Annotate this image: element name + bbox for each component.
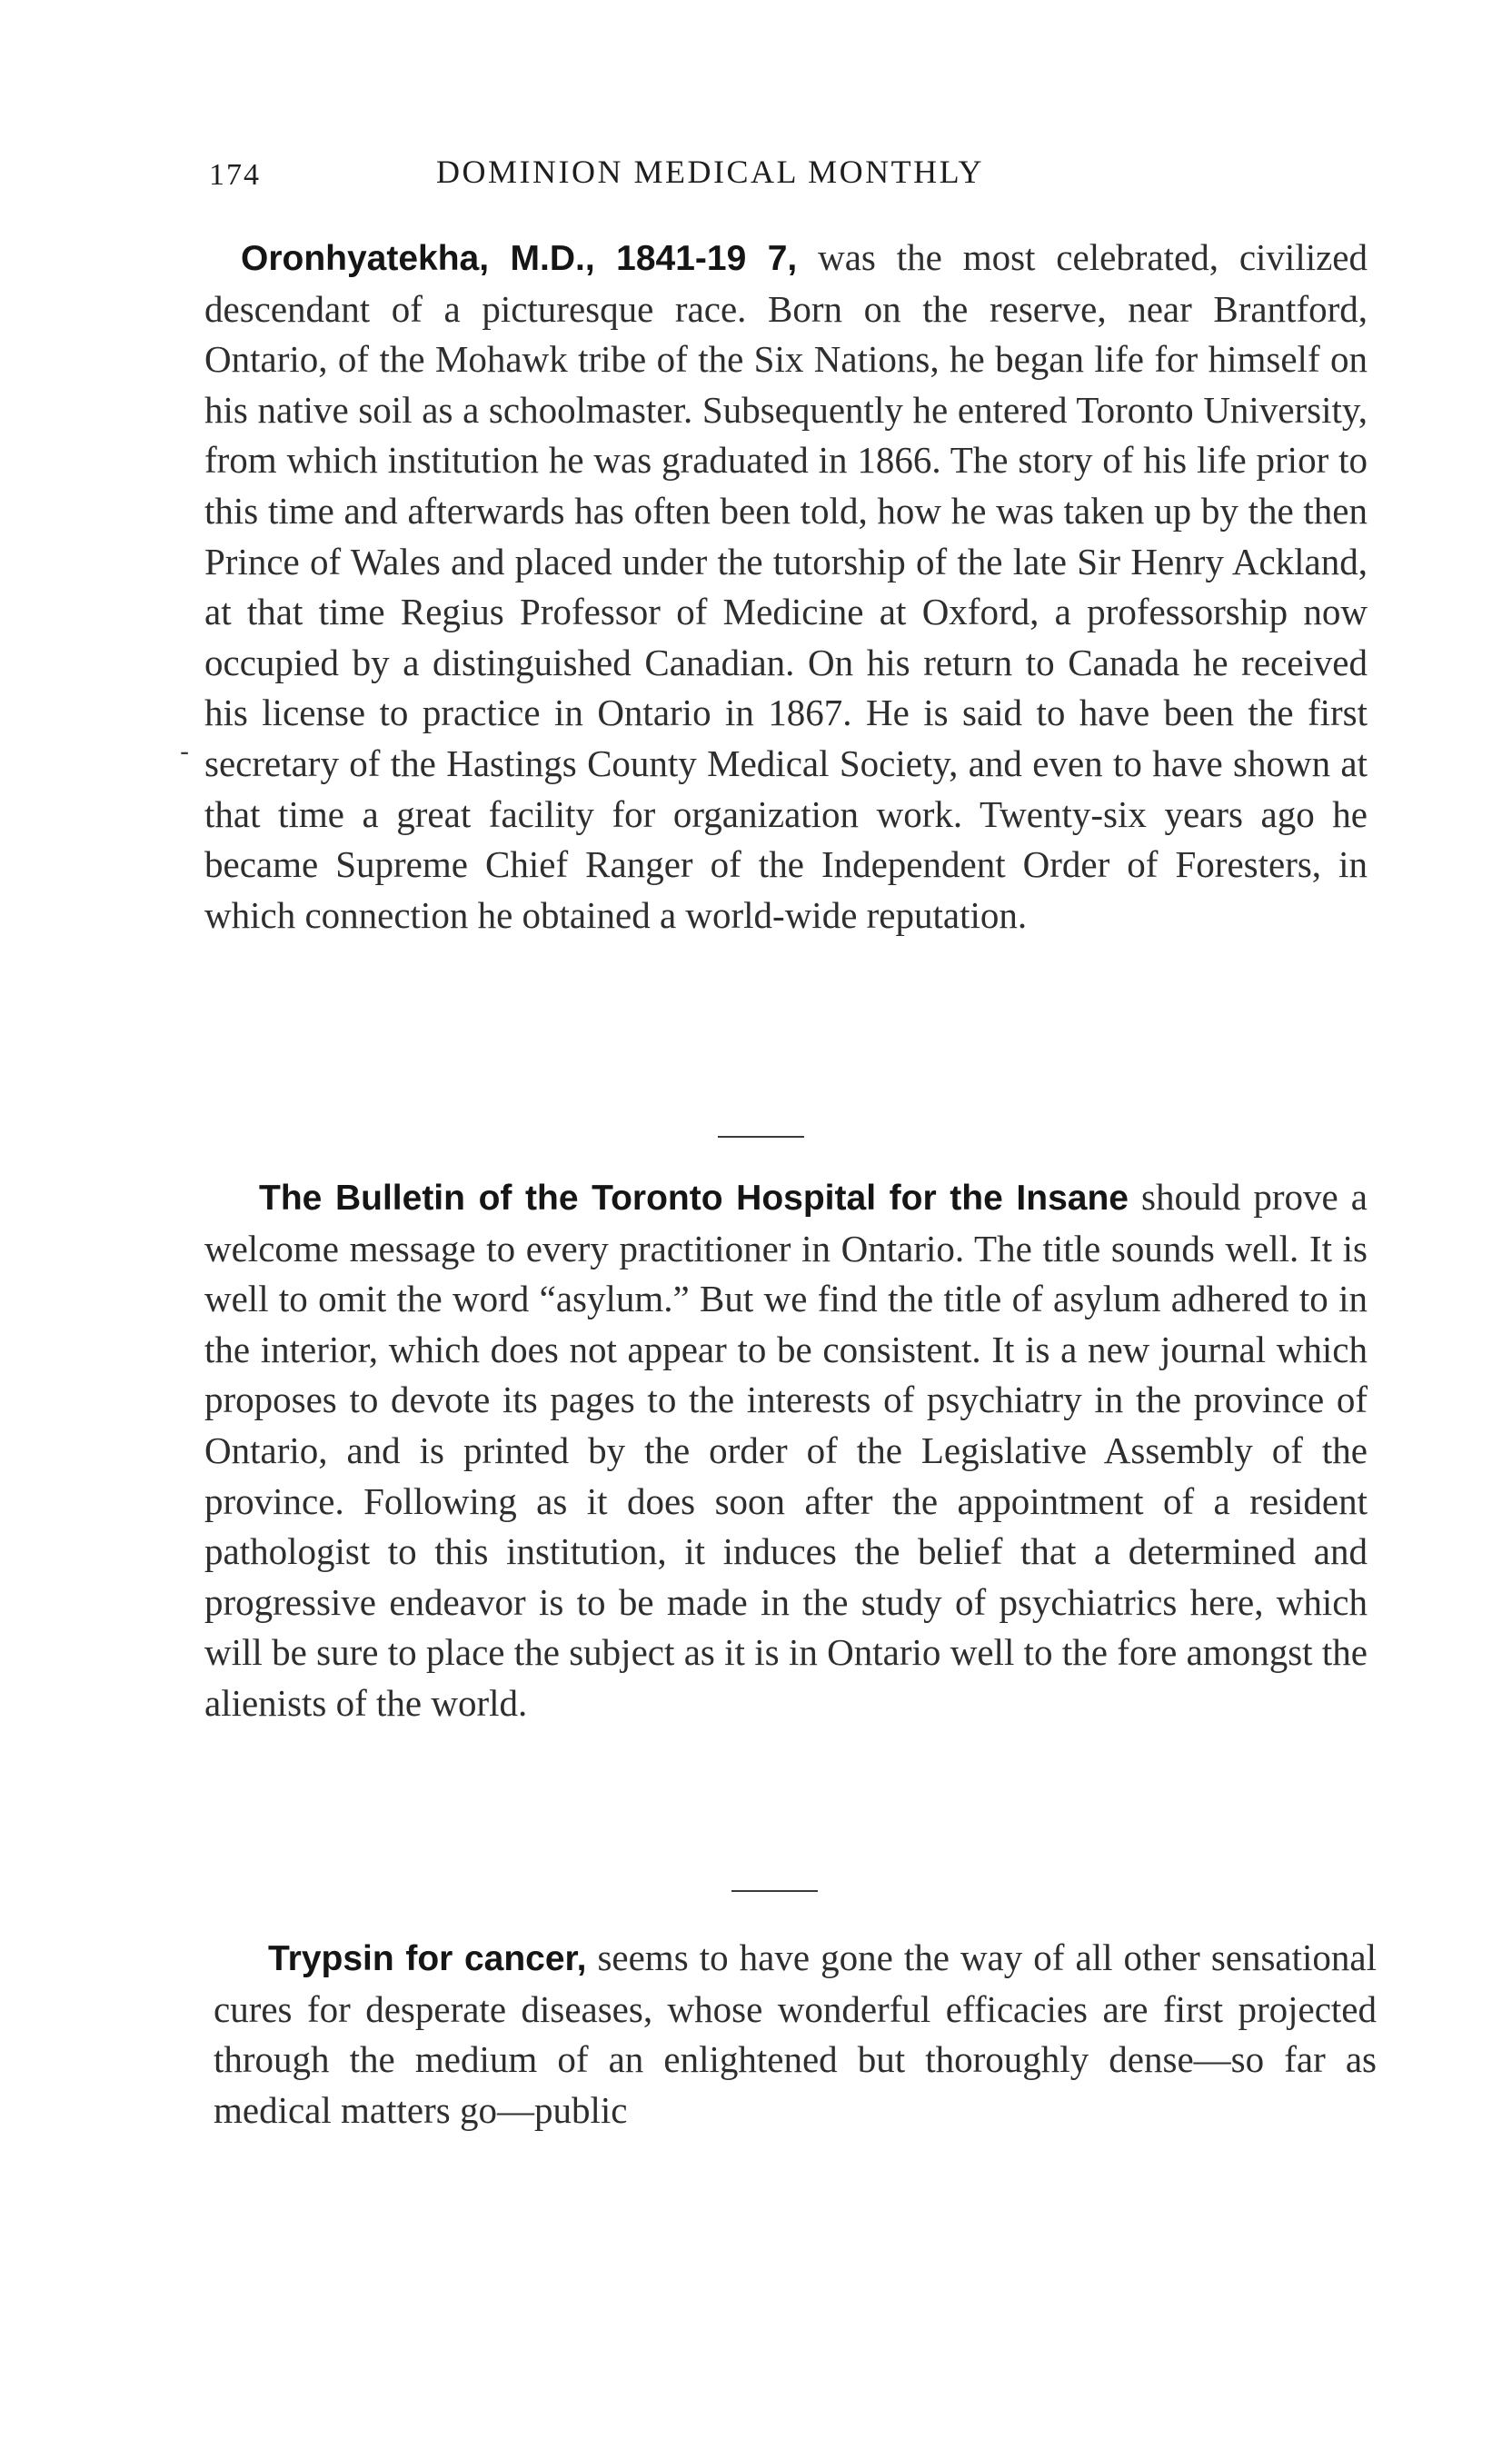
page-number: 174 <box>209 158 261 192</box>
article-body: should prove a welcome message to every practitioner in Ontario. The title sounds well. It is well to omit the word “asylum.” But we find the title of asylum adhered to in the interior, which does not appear to be consistent. It is a new journal which proposes to devote its pages to the interests of psychiatry in the province of Ontario, and is printed by the order of the Legislative Assembly of the province. Following as it does soon after the appointment of a resident pathologist to this institution, it induces the belief that a determined and progressive endeavor is to be made in the study of psychiatrics here, which will be sure to place the subject as it is in Ontario well to the fore amongst the alienists of the world. <box>204 1176 1368 1724</box>
article-bulletin <box>204 1172 1368 1729</box>
article-heading: Oronhyatekha, M.D., 1841-19 7, <box>241 239 798 278</box>
journal-title: DOMINION MEDICAL MONTHLY <box>436 154 985 190</box>
article-oronhyatekha <box>204 233 1368 941</box>
article-heading: The Bulletin of the Toronto Hospital for the Insane <box>259 1179 1129 1218</box>
article-trypsin <box>214 1933 1377 2135</box>
running-head <box>209 153 1308 198</box>
article-body: seems to have gone the way of all other sensational cures for desperate diseases, whose wonderful efficacies are first projected through the medium of an enlightened but thoroughly dense—so far as medical matters go—public <box>214 1936 1377 2131</box>
article-heading: Trypsin for cancer, <box>268 1939 587 1978</box>
margin-mark: - <box>180 736 190 768</box>
section-divider <box>731 1890 818 1892</box>
section-divider <box>718 1136 804 1138</box>
article-body: was the most celebrated, civilized descendant of a picturesque race. Born on the reserve, near Brantford, Ontario, of the Mohawk tribe of the Six Nations, he began life for himself on his native soil as a schoolmaster. Subsequently he entered Toronto University, from which institution he was graduated in 1866. The story of his life prior to this time and afterwards has often been told, how he was taken up by the then Prince of Wales and placed under the tutorship of the late Sir Henry Ackland, at that time Regius Professor of Medicine at Oxford, a professorship now occupied by a distinguished Canadian. On his return to Canada he received his license to practice in Ontario in 1867. He is said to have been the first secretary of the Hastings County Medical Society, and even to have shown at that time a great facility for organization work. Twenty-six years ago he became Supreme Chief Ranger of the Independent Order of Foresters, in which connection he obtained a world-wide reputation. <box>204 236 1368 936</box>
